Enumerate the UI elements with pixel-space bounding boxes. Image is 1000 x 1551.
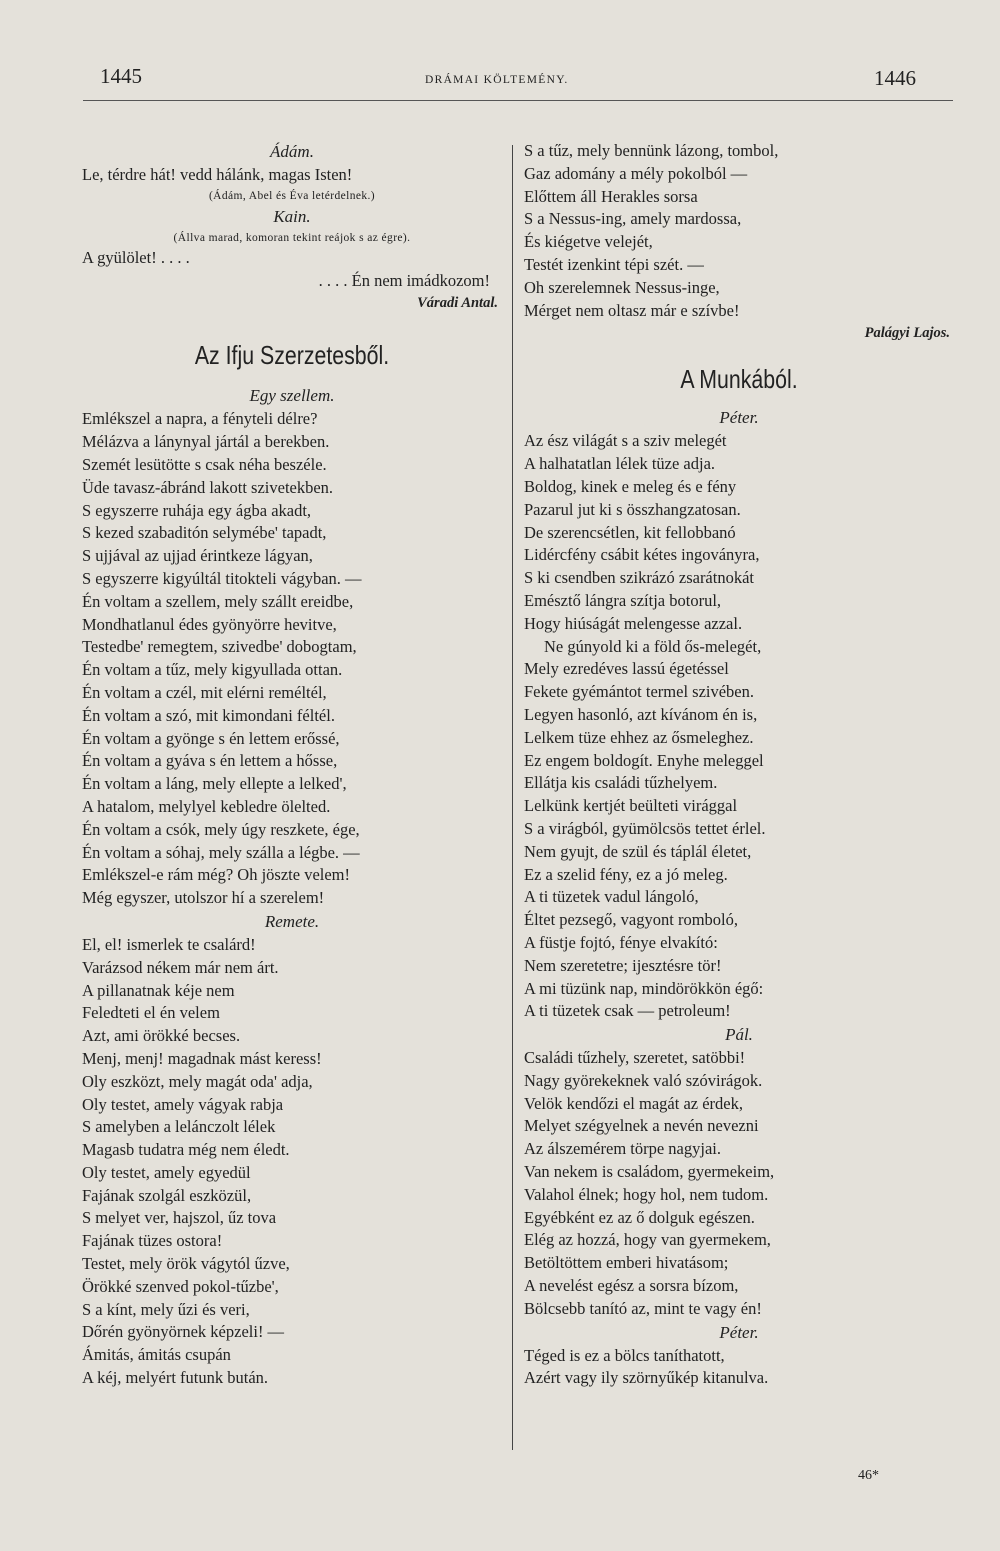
verse-line: Nagy györekeknek való szóvirágok. <box>524 1070 763 1090</box>
verse-line: Mélázva a lánynyal jártál a berekben. <box>82 432 330 452</box>
verse-line: Lelkünk kertjét beülteti virággal <box>524 796 738 816</box>
verse-line: Melyet szégyelnek a nevén nevezni <box>524 1116 759 1136</box>
poem-title: Az Ifju Szerzetesből. <box>194 340 390 371</box>
speaker-szellem: Egy szellem. <box>249 386 335 406</box>
verse-line: Ámitás, ámitás csupán <box>82 1345 231 1365</box>
verse-line: Lelkem tüze ehhez az ősmeleghez. <box>524 727 754 747</box>
verse-line: Én voltam a szó, mit kimondani féltél. <box>82 705 335 725</box>
verse-line: Lidércfény csábit kétes ingoványra, <box>524 545 760 565</box>
verse-line: Mondhatlanul édes gyönyörre hevitve, <box>82 614 337 634</box>
verse-line: Emésztő lángra szítja botorul, <box>524 590 722 610</box>
verse-block <box>524 1345 954 1391</box>
verse-line: Egyébként ez az ő dolguk egészen. <box>524 1207 755 1227</box>
verse-line: A füstje fojtó, fénye elvakító: <box>524 932 718 952</box>
verse-line: Mérget nem oltasz már e szívbe! <box>524 300 740 320</box>
verse-line: Ellátja kis családi tűzhelyem. <box>524 773 718 793</box>
verse-line: Magasb tudatra még nem éledt. <box>82 1140 290 1160</box>
verse-line: Boldog, kinek e meleg és e fény <box>524 476 737 496</box>
verse-line: A mi tüzünk nap, mindörökkön égő: <box>524 978 764 998</box>
verse-line: Betöltöttem emberi hivatásom; <box>524 1253 729 1273</box>
verse-line: Fekete gyémántot termel szivében. <box>524 682 755 702</box>
verse-line: Fajának tüzes ostora! <box>82 1231 223 1251</box>
verse-line: Feledteti el én velem <box>82 1003 220 1023</box>
speaker-peter: Péter. <box>719 1322 759 1342</box>
verse-line: Oly testet, amely vágyak rabja <box>82 1094 284 1114</box>
verse-line: A pillanatnak kéje nem <box>82 980 235 1000</box>
verse-line: S kezed szabaditón selymébe' tapadt, <box>82 523 327 543</box>
verse-line: El, el! ismerlek te csalárd! <box>82 934 256 954</box>
verse-line: Örökké szenved pokol-tűzbe', <box>82 1276 279 1296</box>
header-rule <box>83 100 953 101</box>
left-column <box>82 140 502 1390</box>
verse-line: Azt, ami örökké becses. <box>82 1026 241 1046</box>
verse-line: Mely ezredéves lassú égetéssel <box>524 659 729 679</box>
page-number-left: 1445 <box>100 64 142 88</box>
author-signature: Palágyi Lajos. <box>864 325 950 342</box>
verse-line: És kiégetve velejét, <box>524 232 653 252</box>
verse-line: . . . . Én nem imádkozom! <box>318 270 490 290</box>
verse-line: Az álszemérem törpe nagyjai. <box>524 1139 721 1159</box>
verse-line: Gaz adomány a mély pokolból — <box>524 163 748 183</box>
running-title: DRÁMAI KÖLTEMÉNY. <box>425 74 569 86</box>
speaker-kain: Kain. <box>273 206 311 226</box>
verse-line: Én voltam a gyönge s én lettem erőssé, <box>82 728 340 748</box>
page-header <box>0 62 1000 102</box>
signature-mark: 46* <box>858 1468 879 1483</box>
speaker-peter: Péter. <box>719 408 759 428</box>
verse-line: Le, térdre hát! vedd hálánk, magas Isten! <box>82 165 353 184</box>
verse-line: Azért vagy ily szörnyűkép kitanulva. <box>524 1368 769 1388</box>
verse-line: Dőrén gyönyörnek képzeli! — <box>82 1322 285 1342</box>
verse-line: Velök kendőzi el magát az érdek, <box>524 1093 743 1113</box>
page-number-right: 1446 <box>874 66 916 90</box>
verse-line: S a kínt, mely űzi és veri, <box>82 1299 250 1319</box>
verse-line: Még egyszer, utolszor hí a szerelem! <box>82 888 325 908</box>
verse-line: S melyet ver, hajszol, űz tova <box>82 1208 277 1228</box>
verse-line: Éltet pezsegő, vagyont romboló, <box>524 910 738 930</box>
verse-line: Legyen hasonló, azt kívánom én is, <box>524 704 758 724</box>
verse-line: De szerencsétlen, kit fellobbanó <box>524 522 736 542</box>
verse-line: Én voltam a szellem, mely szállt ereidbe, <box>82 591 354 611</box>
verse-line: Téged is ez a bölcs taníthatott, <box>524 1345 725 1365</box>
verse-block <box>524 140 954 322</box>
right-column <box>524 140 954 1390</box>
stage-direction: (Állva marad, komoran tekint reájok s az égre). <box>173 231 411 244</box>
verse-line: Ez engem boldogít. Enyhe meleggel <box>524 750 764 770</box>
verse-line: A halhatatlan lélek tüze adja. <box>524 454 716 474</box>
verse-line: Emlékszel a napra, a fényteli délre? <box>82 409 318 429</box>
verse-line: S egyszerre ruhája egy ágba akadt, <box>82 500 312 520</box>
verse-line: A ti tüzetek vadul lángoló, <box>524 887 699 907</box>
poem-title: A Munkából. <box>680 364 798 395</box>
verse-line: Nem gyujt, de szül és táplál életet, <box>524 841 752 861</box>
verse-line: Ne gúnyold ki a föld ős-melegét, <box>544 636 762 656</box>
verse-line: S amelyben a lelánczolt lélek <box>82 1117 276 1137</box>
verse-line: Bölcsebb tanító az, mint te vagy én! <box>524 1298 762 1318</box>
verse-line: Én voltam a láng, mely ellepte a lelked', <box>82 774 347 794</box>
verse-line: A gyülölet! . . . . <box>82 247 190 267</box>
verse-line: Szemét lesütötte s csak néha beszéle. <box>82 454 327 474</box>
verse-line: S ujjával az ujjad érintkeze lágyan, <box>82 546 313 566</box>
verse-line: Én voltam a gyáva s én lettem a hősse, <box>82 751 338 771</box>
verse-line: Testedbe' remegtem, szivedbe' dobogtam, <box>82 637 357 657</box>
verse-line: A kéj, melyért futunk bután. <box>82 1368 269 1388</box>
verse-line: Ez a szelid fény, ez a jó meleg. <box>524 864 728 884</box>
verse-line: Én voltam a sóhaj, mely szálla a légbe. — <box>82 842 360 862</box>
verse-line: Nem szeretetre; ijesztésre tör! <box>524 955 722 975</box>
verse-line: Oly eszközt, mely magát oda' adja, <box>82 1071 313 1091</box>
verse-line: Én voltam a tűz, mely kigyullada ottan. <box>82 660 343 680</box>
verse-line: Oh szerelemnek Nessus-inge, <box>524 277 720 297</box>
verse-line: S ki csendben szikrázó zsarátnokát <box>524 568 755 588</box>
verse-line: Valahol élnek; hogy hol, nem tudom. <box>524 1184 769 1204</box>
verse-line: Pazarul jut ki s összhangzatosan. <box>524 499 741 519</box>
verse-line: Az ész világát s a sziv melegét <box>524 431 727 451</box>
verse-line: A nevelést egész a sorsra bízom, <box>524 1276 739 1296</box>
stage-direction: (Ádám, Abel és Éva letérdelnek.) <box>208 189 376 202</box>
verse-line: Emlékszel-e rám még? Oh jöszte velem! <box>82 865 351 885</box>
column-divider <box>512 145 513 1450</box>
verse-block <box>82 408 502 910</box>
speaker-pal: Pál. <box>725 1025 753 1045</box>
verse-line: Fajának szolgál eszközül, <box>82 1185 252 1205</box>
verse-block <box>82 934 502 1390</box>
verse-line: Menj, menj! magadnak mást keress! <box>82 1048 322 1068</box>
verse-line: S a Nessus-ing, amely mardossa, <box>524 209 742 229</box>
verse-line: Hogy hiúságát melengesse azzal. <box>524 613 743 633</box>
speaker-remete: Remete. <box>264 911 320 931</box>
verse-line: Varázsod nékem már nem árt. <box>82 957 279 977</box>
verse-line: Családi tűzhely, szeretet, satöbbi! <box>524 1048 746 1068</box>
speaker-adam: Ádám. <box>270 142 314 161</box>
verse-line: Oly testet, amely egyedül <box>82 1162 251 1182</box>
verse-line: Előttem áll Herakles sorsa <box>524 186 698 206</box>
verse-line: S egyszerre kigyúltál titokteli vágyban. — <box>82 568 362 588</box>
verse-line: Elég az hozzá, hogy van gyermekem, <box>524 1230 771 1250</box>
verse-block <box>524 430 954 1023</box>
verse-line: Testet, mely örök vágytól űzve, <box>82 1254 290 1274</box>
verse-line: S a tűz, mely bennünk lázong, tombol, <box>524 141 779 160</box>
verse-block <box>524 1047 954 1321</box>
verse-line: S a virágból, gyümölcsös tettet érlel. <box>524 818 766 838</box>
verse-line: Én voltam a csók, mely úgy reszkete, ége, <box>82 819 360 839</box>
author-signature: Váradi Antal. <box>417 295 498 312</box>
verse-line: Testét izenkint tépi szét. — <box>524 254 704 274</box>
verse-line: Van nekem is családom, gyermekeim, <box>524 1162 775 1182</box>
verse-line: A ti tüzetek csak — petroleum! <box>524 1001 731 1021</box>
verse-line: Én voltam a czél, mit elérni reméltél, <box>82 682 327 702</box>
verse-line: Üde tavasz-ábránd lakott szivetekben. <box>82 477 334 497</box>
verse-line: A hatalom, melylyel kebledre ölelted. <box>82 796 331 816</box>
